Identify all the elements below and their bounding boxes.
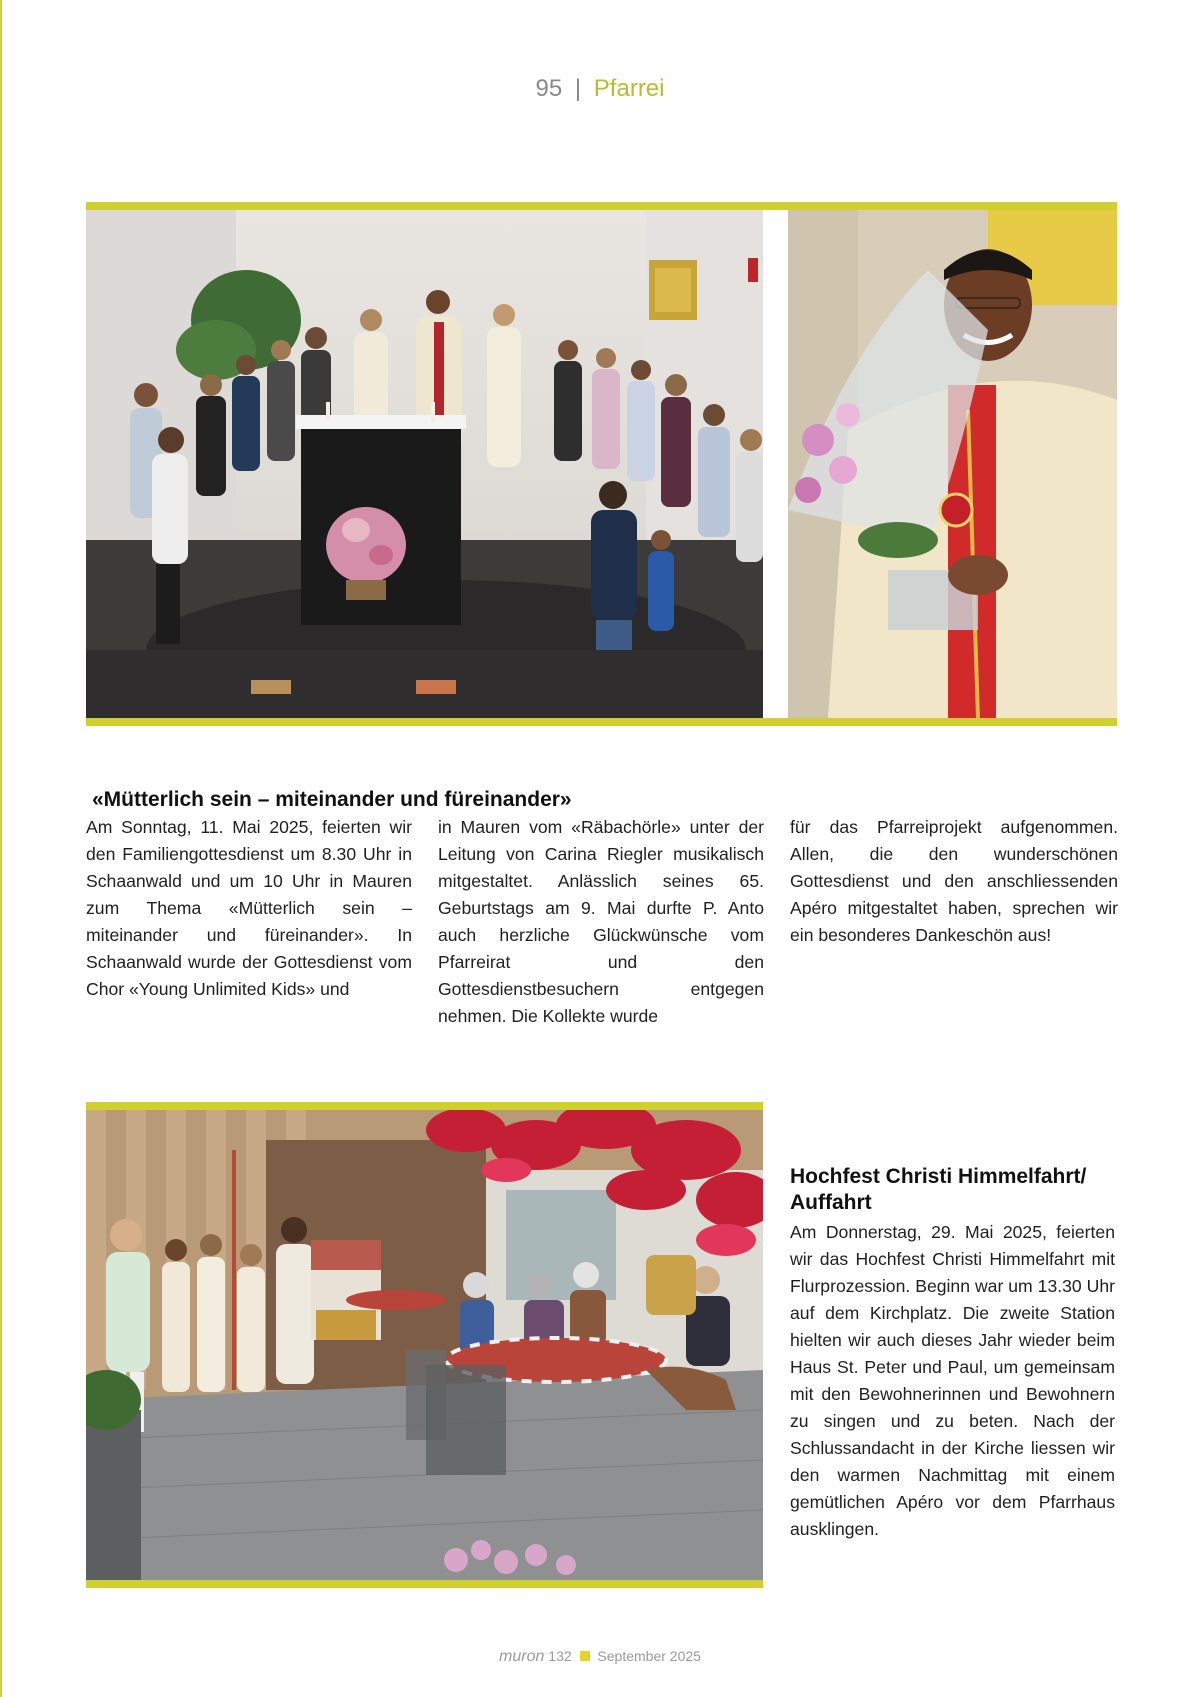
top-photos-bottom-bar bbox=[86, 718, 1117, 726]
altar-group-photo bbox=[86, 210, 763, 718]
article2-body: Am Donnerstag, 29. Mai 2025, feierten wir das Hochfest Christi Himmelfahrt mit Flurprozession. Beginn war um 13.30 Uhr auf dem Kirchplatz. Die zweite Station hielten wir auch dieses Jahr wieder beim Haus St. Peter und Paul, um gemeinsam mit den Bewohnerinnen und Bewohnern zu singen und zu beten. Nach der Schlussandacht in der Kirche liessen wir den warmen Nachmittag mit einem gemütlichen Apéro vor dem Pfarrhaus ausklingen. bbox=[790, 1222, 1115, 1539]
article2-title: Hochfest Christi Himmelfahrt/ Auffahrt bbox=[790, 1165, 1087, 1214]
page-number: 95 bbox=[535, 75, 563, 102]
top-accent-bar bbox=[86, 202, 1117, 210]
footer-square-icon bbox=[580, 1651, 590, 1661]
article1-title: «Mütterlich sein – miteinander und füreinander» bbox=[92, 788, 572, 811]
issue-date: September 2025 bbox=[597, 1648, 701, 1664]
left-accent-rule bbox=[0, 0, 2, 1697]
article1-column-3: für das Pfarreiprojekt aufgenommen. Allen, die den wunderschönen Gottesdienst und den anschliessenden Apéro mitgestaltet haben, sprechen wir ein besonderes Dankeschön aus! bbox=[790, 817, 1118, 945]
priest-flowers-photo bbox=[788, 210, 1117, 718]
issue-number: 132 bbox=[548, 1648, 572, 1664]
procession-photo bbox=[86, 1110, 763, 1580]
page-footer bbox=[0, 1648, 1200, 1666]
bottom-photo-top-bar bbox=[86, 1102, 763, 1110]
section-title: Pfarrei bbox=[593, 75, 665, 102]
page-header bbox=[0, 74, 1200, 104]
magazine-name: muron bbox=[499, 1648, 545, 1665]
article1-column-1: Am Sonntag, 11. Mai 2025, feierten wir den Familiengottesdienst um 8.30 Uhr in Schaanwald und um 10 Uhr in Mauren zum Thema «Mütterlich sein – miteinander und füreinander». In Schaanwald wurde der Gottesdienst vom Chor «Young Unlimited Kids» und bbox=[86, 817, 412, 999]
header-separator: | bbox=[574, 75, 582, 102]
article1-column-2: in Mauren vom «Räbachörle» unter der Leitung von Carina Riegler musikalisch mitgestaltet. Anlässlich seines 65. Geburtstags am 9. Mai durfte P. Anto auch herzliche Glückwünsche vom Pfarreirat und den Gottesdienstbesuchern entgegen nehmen. Die Kollekte wurde bbox=[438, 817, 764, 1026]
bottom-photo-bottom-bar bbox=[86, 1580, 763, 1588]
